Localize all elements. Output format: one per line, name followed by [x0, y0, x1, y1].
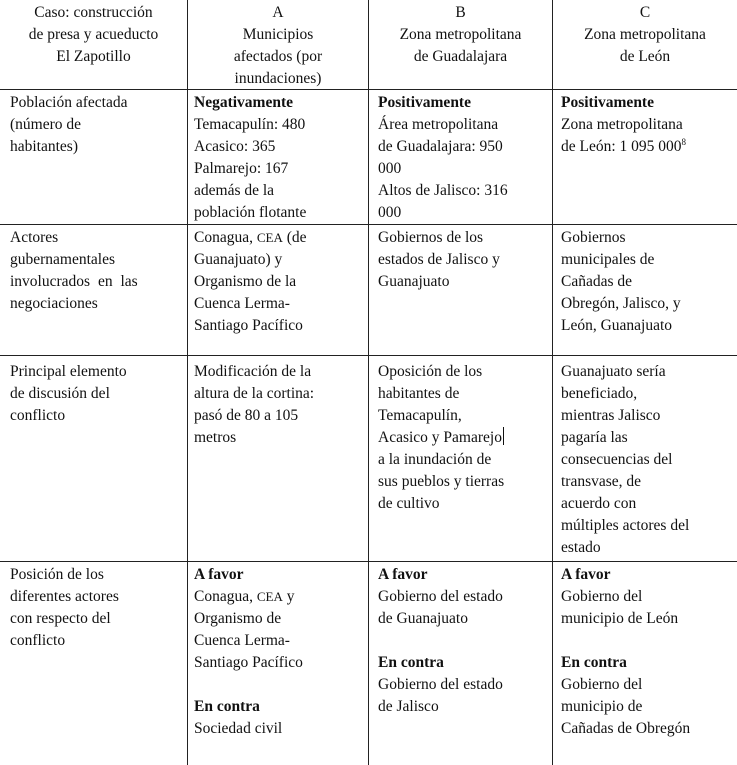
- cell-line: consecuencias del: [561, 451, 673, 468]
- row-divider: [0, 561, 737, 562]
- header-line: Zona metropolitana: [584, 26, 706, 43]
- label-line: diferentes actores: [10, 588, 119, 605]
- row-label-population: [0, 92, 187, 158]
- row-divider: [0, 355, 737, 356]
- label-line: (número de: [10, 116, 82, 133]
- header-case-line: El Zapotillo: [56, 48, 131, 65]
- cell-line: Gobiernos: [561, 229, 626, 246]
- cell-line-text: Conagua,: [194, 229, 257, 246]
- cell-line-text: y: [282, 588, 295, 605]
- cell-line: [194, 586, 364, 608]
- cell-line: Cañadas de: [561, 273, 633, 290]
- cell-line: Zona metropolitana: [561, 116, 683, 133]
- row-label-actors: [0, 227, 187, 315]
- cell-line: Gobierno del: [561, 676, 643, 693]
- cell-line: Santiago Pacífico: [194, 317, 303, 334]
- header-line: Zona metropolitana: [399, 26, 522, 43]
- acronym-cea: CEA: [256, 589, 283, 604]
- cell-heading: En contra: [561, 654, 627, 671]
- cell-position-c: [553, 564, 737, 740]
- row-label-discussion: [0, 361, 187, 427]
- cell-population-c: [553, 92, 737, 158]
- cell-line-with-cursor: [378, 427, 548, 449]
- cell-line: pasó de 80 a 105: [194, 407, 299, 424]
- cell-line: habitantes de: [378, 385, 460, 402]
- cell-line-with-footnote: [561, 136, 733, 158]
- cell-line: [194, 227, 364, 249]
- header-column-a: [188, 2, 368, 90]
- cell-line: Guanajuato: [378, 273, 450, 290]
- cell-actors-b: [369, 227, 552, 293]
- header-line: afectados (por: [233, 48, 323, 65]
- cell-discussion-a: [188, 361, 368, 449]
- cell-line: mientras Jalisco: [561, 407, 661, 424]
- spacer: [561, 630, 733, 652]
- label-line: conflicto: [10, 632, 66, 649]
- acronym-cea: CEA: [256, 230, 283, 245]
- label-line: con respecto del: [10, 610, 111, 627]
- cell-line: Organismo de: [194, 610, 282, 627]
- cell-line: estados de Jalisco y: [378, 251, 500, 268]
- cell-population-b: [369, 92, 552, 224]
- cell-line: población flotante: [194, 204, 307, 221]
- cell-line: transvase, de: [561, 473, 642, 490]
- cell-line: de Guanajuato: [378, 610, 468, 627]
- cell-actors-c: [553, 227, 737, 337]
- cell-line: municipio de León: [561, 610, 679, 627]
- cell-line-text: (de: [282, 229, 307, 246]
- cell-line: Sociedad civil: [194, 720, 283, 737]
- header-line: de León: [619, 48, 671, 65]
- label-line: de discusión del: [10, 385, 110, 402]
- cell-position-b: [369, 564, 552, 718]
- cell-line: Guanajuato) y: [194, 251, 283, 268]
- cell-line: de Guadalajara: 950: [378, 138, 503, 155]
- label-line: Principal elemento: [10, 363, 127, 380]
- cell-line: a la inundación de: [378, 451, 492, 468]
- label-line: negociaciones: [10, 295, 98, 312]
- text-cursor: [503, 427, 504, 445]
- cell-line: además de la: [194, 182, 275, 199]
- cell-line: Obregón, Jalisco, y: [561, 295, 681, 312]
- cell-line: Santiago Pacífico: [194, 654, 303, 671]
- cell-heading: Positivamente: [378, 94, 471, 111]
- spacer: [378, 630, 548, 652]
- cell-line: Gobiernos de los: [378, 229, 484, 246]
- cell-heading: En contra: [378, 654, 444, 671]
- cell-line: acuerdo con: [561, 495, 637, 512]
- cell-line: pagaría las: [561, 429, 628, 446]
- header-case-line: de presa y acueducto: [28, 26, 159, 43]
- cell-line: municipio de: [561, 698, 643, 715]
- cell-actors-a: [188, 227, 368, 337]
- label-line: Actores: [10, 229, 59, 246]
- cell-line: Acasico: 365: [194, 138, 276, 155]
- label-line: Población afectada: [10, 94, 128, 111]
- cell-line: Oposición de los: [378, 363, 483, 380]
- header-letter: A: [272, 4, 284, 21]
- cell-line: Altos de Jalisco: 316: [378, 182, 508, 199]
- cell-line: Cuenca Lerma-: [194, 295, 290, 312]
- header-column-b: [369, 2, 552, 68]
- header-letter: C: [639, 4, 651, 21]
- cell-population-a: [188, 92, 368, 224]
- cell-heading: A favor: [378, 566, 428, 583]
- cell-discussion-b: [369, 361, 552, 515]
- cell-line-text: Conagua,: [194, 588, 257, 605]
- header-line: inundaciones): [234, 70, 322, 87]
- cell-line: estado: [561, 539, 601, 556]
- cell-line: 000: [378, 204, 402, 221]
- spacer: [194, 674, 364, 696]
- row-divider: [0, 224, 737, 225]
- cell-line: Temacapulín: 480: [194, 116, 306, 133]
- cell-position-a: [188, 564, 368, 740]
- label-line: conflicto: [10, 407, 66, 424]
- cell-line: Guanajuato sería: [561, 363, 666, 380]
- cell-line: Gobierno del estado: [378, 676, 503, 693]
- label-line: gubernamentales: [10, 251, 116, 268]
- cell-line: Temacapulín,: [378, 407, 462, 424]
- cell-heading: A favor: [194, 566, 244, 583]
- cell-heading: Negativamente: [194, 94, 293, 111]
- cell-line: León, Guanajuato: [561, 317, 673, 334]
- cell-line: 000: [378, 160, 402, 177]
- cell-heading: A favor: [561, 566, 611, 583]
- cell-line: Cañadas de Obregón: [561, 720, 691, 737]
- cell-line-text: de León: 1 095 000: [561, 138, 682, 155]
- cell-line: Palmarejo: 167: [194, 160, 289, 177]
- label-line: habitantes): [10, 138, 79, 155]
- header-column-c: [553, 2, 737, 68]
- header-line: de Guadalajara: [413, 48, 508, 65]
- cell-line-text: Acasico y Pamarejo: [378, 429, 502, 446]
- header-letter: B: [455, 4, 466, 21]
- cell-heading: En contra: [194, 698, 260, 715]
- cell-line: de Jalisco: [378, 698, 439, 715]
- cell-line: Modificación de la: [194, 363, 312, 380]
- cell-heading: Positivamente: [561, 94, 654, 111]
- cell-line: múltiples actores del: [561, 517, 690, 534]
- label-line: involucrados en las: [10, 273, 138, 290]
- row-divider: [0, 89, 737, 90]
- cell-discussion-c: [553, 361, 737, 559]
- cell-line: de cultivo: [378, 495, 440, 512]
- cell-line: Cuenca Lerma-: [194, 632, 290, 649]
- header-case-line: Caso: construcción: [34, 4, 153, 21]
- cell-line: Gobierno del estado: [378, 588, 503, 605]
- cell-line: beneficiado,: [561, 385, 638, 402]
- footnote-marker: 8: [681, 136, 687, 147]
- header-case: [0, 2, 187, 68]
- cell-line: altura de la cortina:: [194, 385, 315, 402]
- row-label-position: [0, 564, 187, 652]
- cell-line: Área metropolitana: [378, 116, 499, 133]
- label-line: Posición de los: [10, 566, 104, 583]
- cell-line: metros: [194, 429, 237, 446]
- cell-line: Organismo de la: [194, 273, 297, 290]
- cell-line: sus pueblos y tierras: [378, 473, 505, 490]
- cell-line: Gobierno del: [561, 588, 643, 605]
- header-line: Municipios: [242, 26, 314, 43]
- cell-line: municipales de: [561, 251, 655, 268]
